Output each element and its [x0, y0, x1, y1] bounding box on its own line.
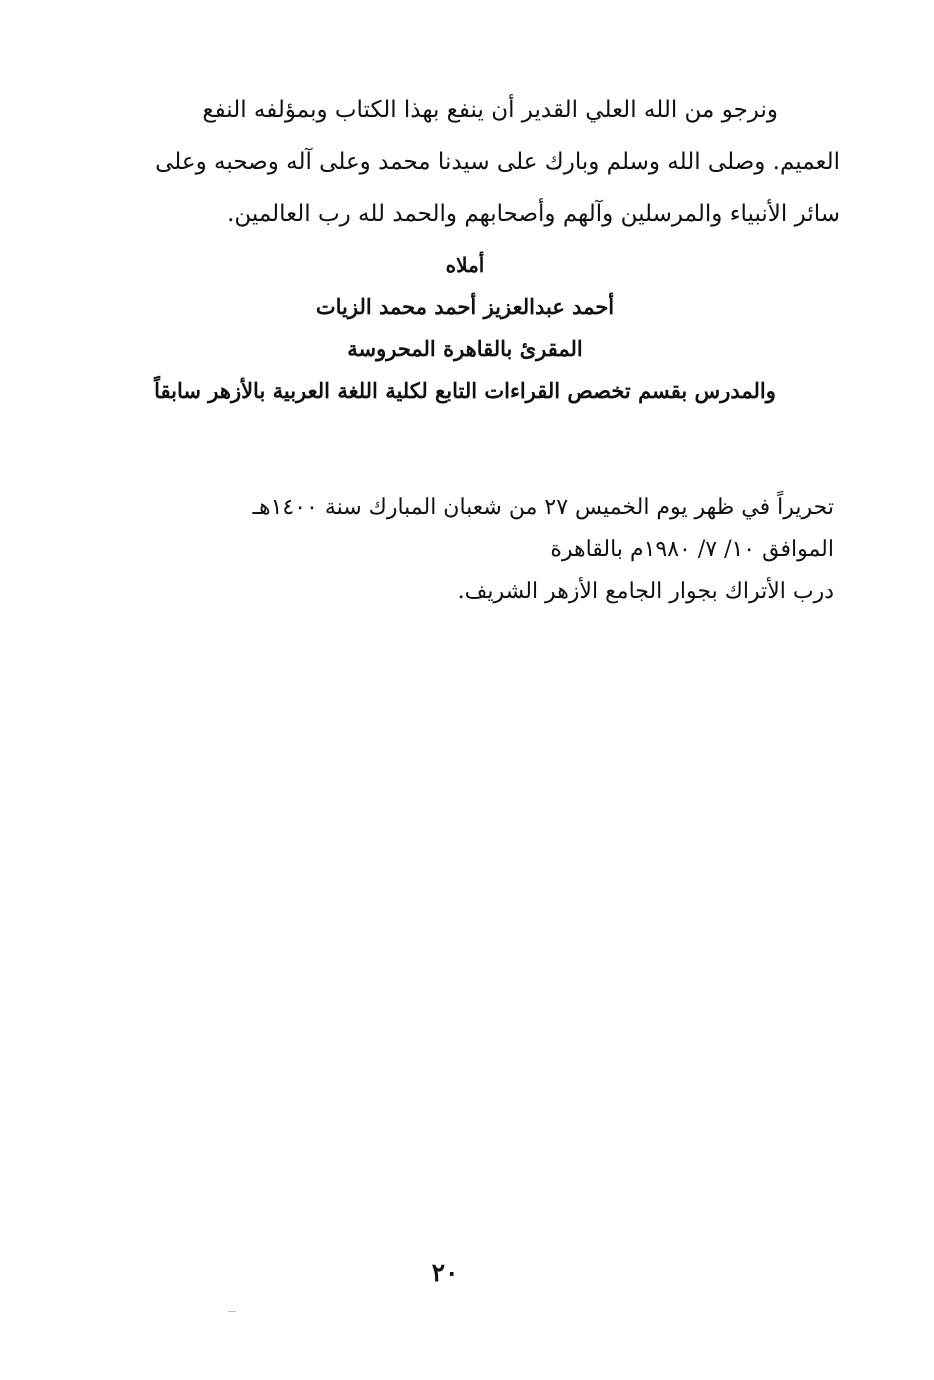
author-position: والمدرس بقسم تخصص القراءات التابع لكلية اللغة العربية بالأزهر سابقاً	[154, 378, 776, 403]
gregorian-date-line: الموافق ١٠/ ٧/ ١٩٨٠م بالقاهرة	[550, 537, 834, 562]
signature-heading: أملاه	[445, 253, 485, 277]
author-name: أحمد عبدالعزيز أحمد محمد الزيات	[315, 294, 615, 319]
signature-block	[70, 244, 860, 412]
closing-paragraph-line-2: العميم. وصلى الله وسلم وبارك على سيدنا محمد وعلى آله وصحبه وعلى	[155, 149, 840, 175]
date-place-block	[194, 487, 834, 613]
date-line: تحريراً في ظهر يوم الخميس ٢٧ من شعبان المبارك سنة ١٤٠٠هـ	[252, 495, 834, 520]
address-line: درب الأتراك بجوار الجامع الأزهر الشريف.	[457, 579, 834, 604]
closing-paragraph-line-3: سائر الأنبياء والمرسلين وآلهم وأصحابهم والحمد لله رب العالمين.	[227, 201, 840, 227]
scan-mark	[228, 1311, 236, 1312]
page-number: ٢٠	[431, 1258, 459, 1287]
closing-paragraph-line-1: ونرجو من الله العلي القدير أن ينفع بهذا الكتاب وبمؤلفه النفع	[202, 97, 778, 123]
author-title: المقرئ بالقاهرة المحروسة	[347, 336, 583, 361]
closing-paragraph	[70, 84, 840, 240]
